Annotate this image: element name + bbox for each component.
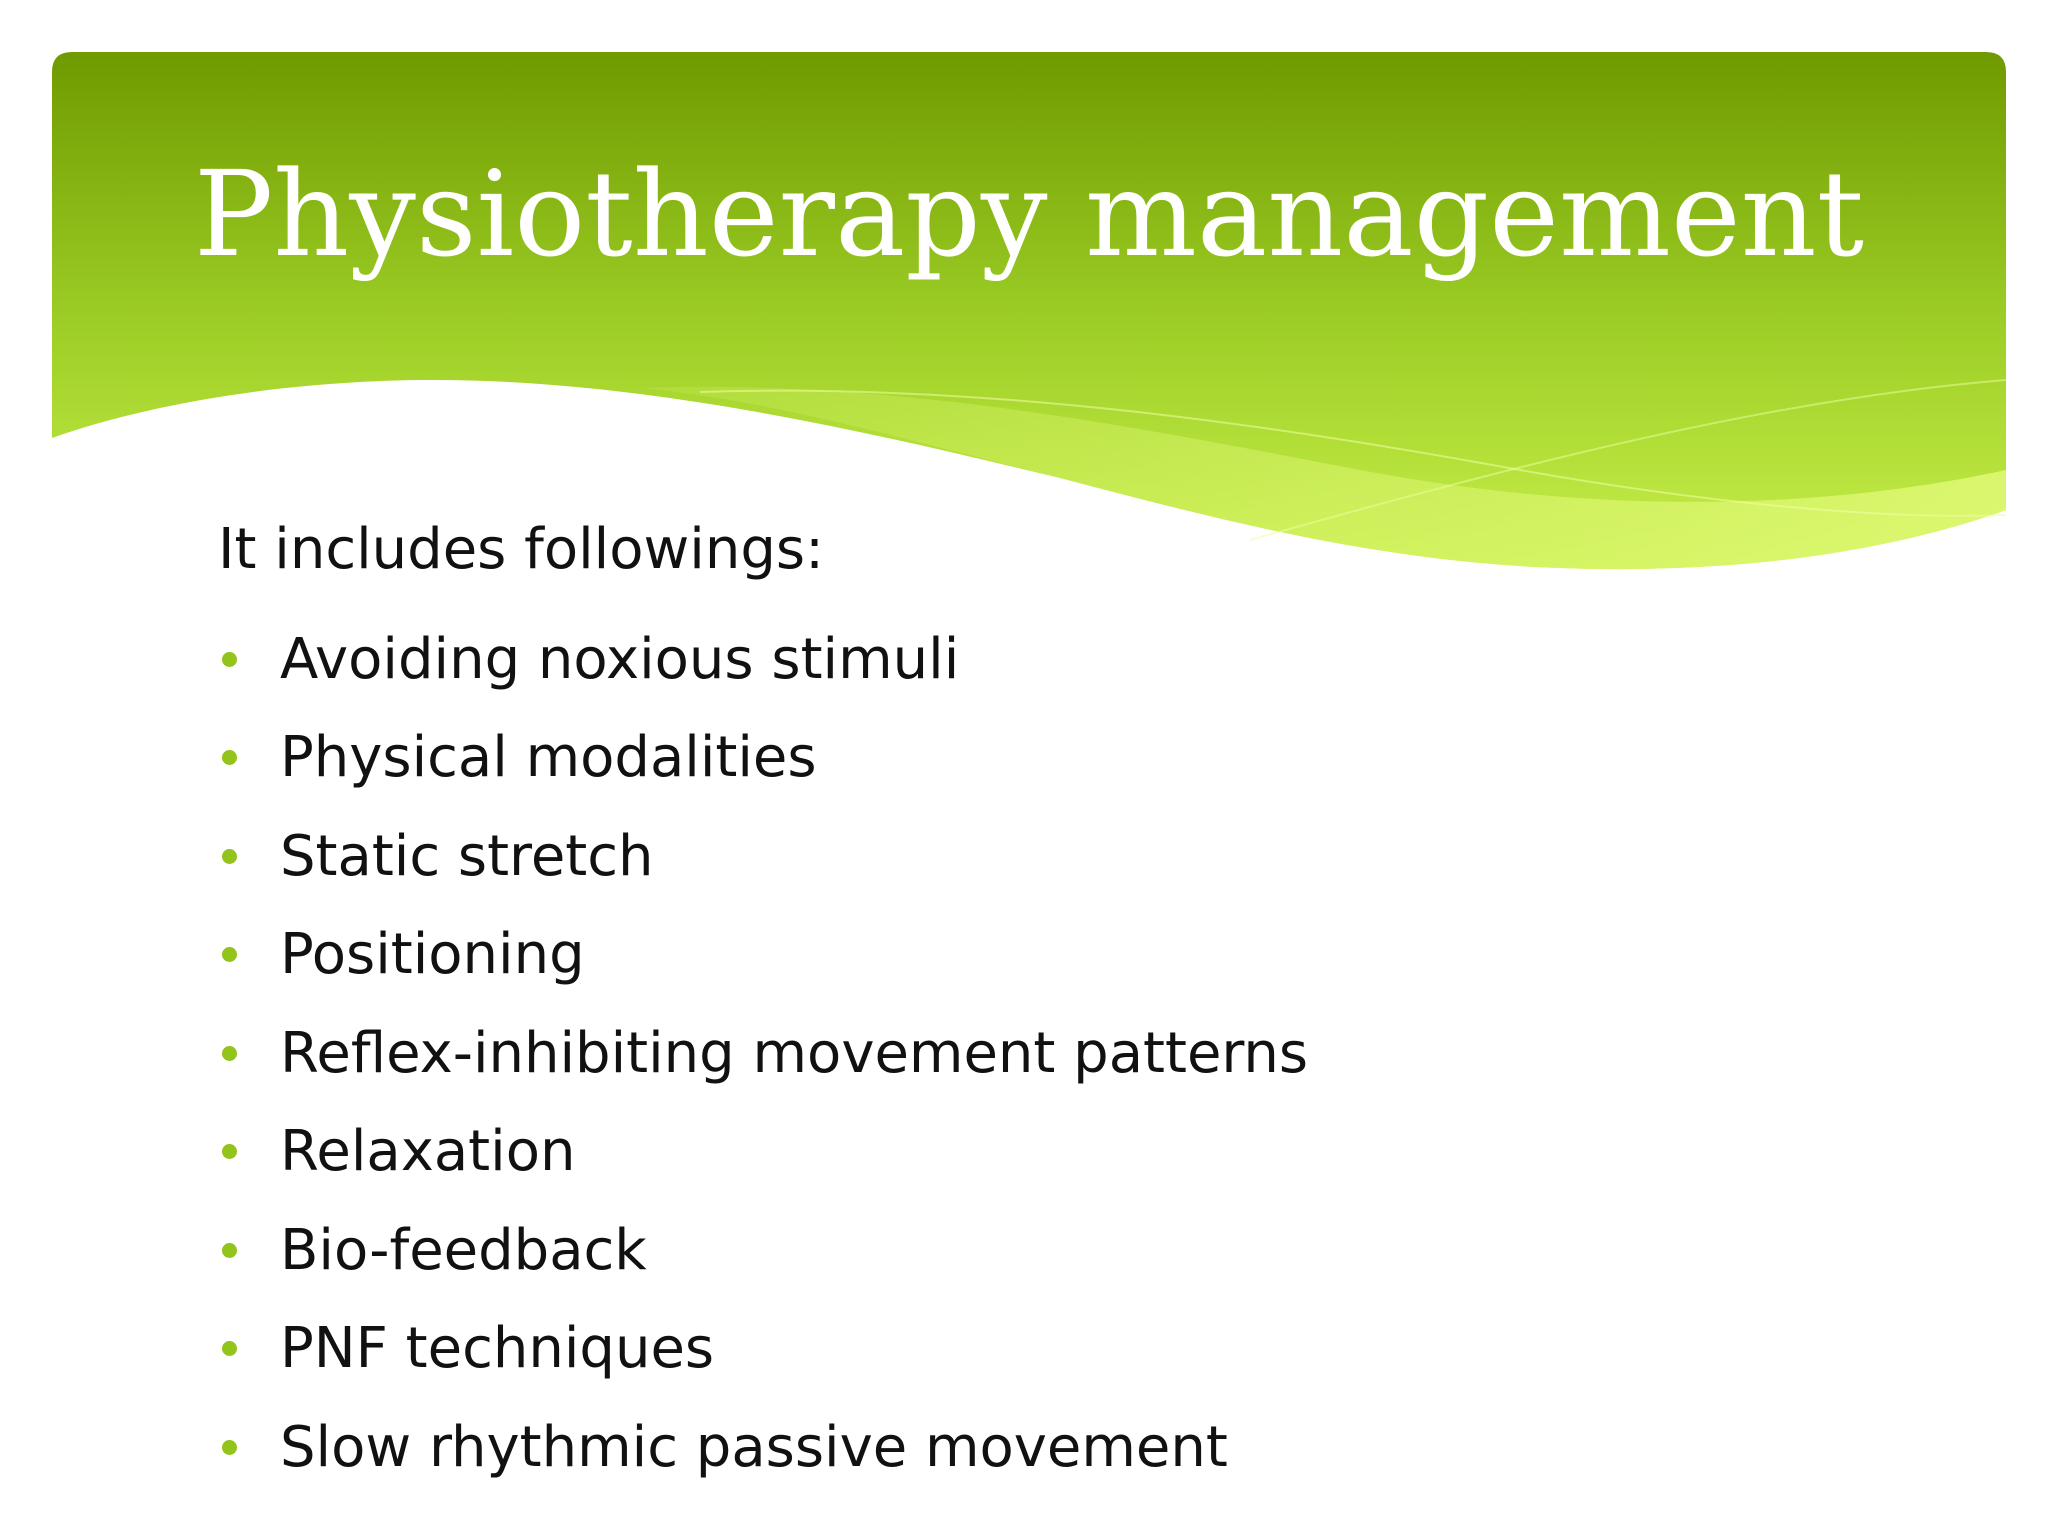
list-item bbox=[218, 709, 1918, 808]
list-item bbox=[218, 1300, 1918, 1399]
list-item bbox=[218, 1004, 1918, 1103]
list-item bbox=[218, 610, 1918, 709]
list-item-text: Avoiding noxious stimuli bbox=[280, 626, 960, 692]
list-item bbox=[218, 1398, 1918, 1497]
bullet-dot-icon bbox=[222, 750, 237, 765]
list-item-text: Bio-feedback bbox=[280, 1217, 647, 1283]
bullet-dot-icon bbox=[222, 849, 237, 864]
bullet-dot-icon bbox=[222, 1144, 237, 1159]
list-item bbox=[218, 1103, 1918, 1202]
list-item-text: Positioning bbox=[280, 922, 585, 988]
list-item-text: Slow rhythmic passive movement bbox=[280, 1414, 1228, 1480]
list-item bbox=[218, 807, 1918, 906]
bullet-dot-icon bbox=[222, 947, 237, 962]
bullet-dot-icon bbox=[222, 1440, 237, 1455]
bullet-dot-icon bbox=[222, 1341, 237, 1356]
intro-text: It includes followings: bbox=[218, 517, 824, 582]
list-item bbox=[218, 906, 1918, 1005]
list-item-text: Static stretch bbox=[280, 823, 654, 889]
list-item-text: Relaxation bbox=[280, 1119, 576, 1185]
bullet-dot-icon bbox=[222, 1243, 237, 1258]
list-item-text: PNF techniques bbox=[280, 1316, 715, 1382]
bullet-list bbox=[218, 610, 1918, 1497]
slide-body bbox=[218, 512, 1918, 1497]
green-wave-header bbox=[0, 0, 2048, 600]
bullet-dot-icon bbox=[222, 1046, 237, 1061]
list-item-text: Reflex-inhibiting movement patterns bbox=[280, 1020, 1309, 1086]
list-item bbox=[218, 1201, 1918, 1300]
header-shape bbox=[52, 52, 2006, 569]
list-item-text: Physical modalities bbox=[280, 725, 817, 791]
slide-title: Physiotherapy management bbox=[193, 145, 1865, 283]
bullet-dot-icon bbox=[222, 652, 237, 667]
